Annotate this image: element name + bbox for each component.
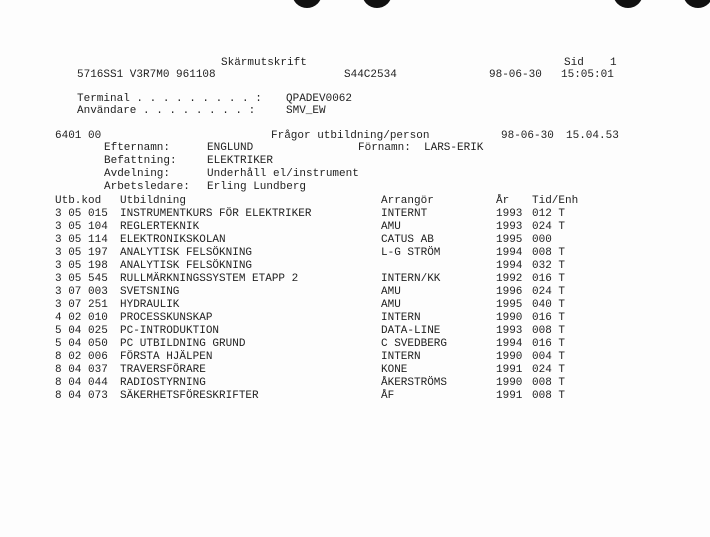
table-row xyxy=(0,312,710,324)
row-course: PROCESSKUNSKAP xyxy=(120,312,213,324)
table-row xyxy=(0,208,710,220)
row-organizer: C SVEDBERG xyxy=(381,338,448,350)
table-row xyxy=(0,338,710,350)
row-course: ANALYTISK FELSÖKNING xyxy=(120,247,253,259)
row-course: HYDRAULIK xyxy=(120,299,180,311)
row-organizer: AMU xyxy=(381,221,401,233)
row-time: 016 T xyxy=(532,338,566,350)
terminal-value: QPADEV0062 xyxy=(286,93,353,105)
row-time: 000 xyxy=(532,234,552,246)
column-header-code: Utb.kod xyxy=(55,195,102,207)
user-label: Användare . . . . . . . . : xyxy=(77,105,256,117)
row-time: 040 T xyxy=(532,299,566,311)
row-course: REGLERTEKNIK xyxy=(120,221,200,233)
row-year: 1994 xyxy=(496,247,523,259)
row-organizer: ÅF xyxy=(381,390,395,402)
row-course: ANALYTISK FELSÖKNING xyxy=(120,260,253,272)
row-course: ELEKTRONIKSKOLAN xyxy=(120,234,226,246)
row-code: 5 04 050 xyxy=(55,338,108,350)
row-year: 1995 xyxy=(496,299,523,311)
system-id: S44C2534 xyxy=(344,69,397,81)
sid-label: Sid xyxy=(564,57,584,69)
row-year: 1992 xyxy=(496,273,523,285)
row-code: 3 05 015 xyxy=(55,208,108,220)
table-row xyxy=(0,234,710,246)
row-organizer: INTERNT xyxy=(381,208,428,220)
row-time: 012 T xyxy=(532,208,566,220)
table-row xyxy=(0,364,710,376)
row-time: 008 T xyxy=(532,390,566,402)
row-organizer: INTERN xyxy=(381,351,421,363)
row-organizer: DATA-LINE xyxy=(381,325,441,337)
table-row xyxy=(0,221,710,233)
row-organizer: AMU xyxy=(381,299,401,311)
table-row xyxy=(0,273,710,285)
row-time: 016 T xyxy=(532,273,566,285)
row-code: 4 02 010 xyxy=(55,312,108,324)
manager-label: Arbetsledare: xyxy=(104,181,190,193)
row-course: SÄKERHETSFÖRESKRIFTER xyxy=(120,390,259,402)
row-code: 3 05 104 xyxy=(55,221,108,233)
screen-code: 6401 00 xyxy=(55,130,102,142)
table-row xyxy=(0,247,710,259)
department-label: Avdelning: xyxy=(104,168,171,180)
system-line: 5716SS1 V3R7M0 961108 xyxy=(77,69,216,81)
position-label: Befattning: xyxy=(104,155,177,167)
row-organizer: AMU xyxy=(381,286,401,298)
table-row xyxy=(0,377,710,389)
column-header-year: År xyxy=(496,195,510,207)
print-time: 15:05:01 xyxy=(561,69,614,81)
row-time: 008 T xyxy=(532,325,566,337)
row-organizer: INTERN xyxy=(381,312,421,324)
row-year: 1993 xyxy=(496,221,523,233)
row-organizer: L-G STRÖM xyxy=(381,247,441,259)
row-code: 8 04 037 xyxy=(55,364,108,376)
row-course: INSTRUMENTKURS FÖR ELEKTRIKER xyxy=(120,208,312,220)
row-time: 004 T xyxy=(532,351,566,363)
punch-hole xyxy=(613,0,643,8)
print-date: 98-06-30 xyxy=(489,69,542,81)
table-row xyxy=(0,325,710,337)
table-row xyxy=(0,390,710,402)
printout-title: Skärmutskrift xyxy=(221,57,307,69)
row-time: 024 T xyxy=(532,286,566,298)
table-row xyxy=(0,351,710,363)
row-code: 3 07 251 xyxy=(55,299,108,311)
row-code: 8 02 006 xyxy=(55,351,108,363)
row-course: RADIOSTYRNING xyxy=(120,377,206,389)
row-code: 5 04 025 xyxy=(55,325,108,337)
row-year: 1993 xyxy=(496,325,523,337)
firstname-label: Förnamn: xyxy=(358,142,411,154)
row-course: SVETSNING xyxy=(120,286,180,298)
screen-time: 15.04.53 xyxy=(566,130,619,142)
row-course: RULLMÄRKNINGSSYSTEM ETAPP 2 xyxy=(120,273,299,285)
row-organizer: KONE xyxy=(381,364,408,376)
row-year: 1991 xyxy=(496,390,523,402)
row-year: 1996 xyxy=(496,286,523,298)
row-code: 8 04 073 xyxy=(55,390,108,402)
row-time: 032 T xyxy=(532,260,566,272)
user-value: SMV_EW xyxy=(286,105,326,117)
row-code: 3 05 198 xyxy=(55,260,108,272)
screen-title: Frågor utbildning/person xyxy=(271,130,430,142)
row-year: 1994 xyxy=(496,338,523,350)
lastname-value: ENGLUND xyxy=(207,142,254,154)
screen-date: 98-06-30 xyxy=(501,130,554,142)
row-organizer: ÅKERSTRÖMS xyxy=(381,377,448,389)
sid-number: 1 xyxy=(610,57,617,69)
punch-hole xyxy=(292,0,322,8)
column-header-time: Tid/Enh xyxy=(532,195,579,207)
table-row xyxy=(0,286,710,298)
row-year: 1991 xyxy=(496,364,523,376)
punch-hole xyxy=(362,0,392,8)
row-year: 1990 xyxy=(496,312,523,324)
manager-value: Erling Lundberg xyxy=(207,181,307,193)
row-code: 3 05 114 xyxy=(55,234,108,246)
row-organizer: CATUS AB xyxy=(381,234,434,246)
row-time: 016 T xyxy=(532,312,566,324)
lastname-label: Efternamn: xyxy=(104,142,171,154)
row-course: PC UTBILDNING GRUND xyxy=(120,338,246,350)
row-year: 1990 xyxy=(496,351,523,363)
row-year: 1994 xyxy=(496,260,523,272)
row-code: 3 05 545 xyxy=(55,273,108,285)
position-value: ELEKTRIKER xyxy=(207,155,274,167)
department-value: Underhåll el/instrument xyxy=(207,168,359,180)
row-code: 3 07 003 xyxy=(55,286,108,298)
row-organizer: INTERN/KK xyxy=(381,273,441,285)
row-year: 1995 xyxy=(496,234,523,246)
terminal-label: Terminal . . . . . . . . . : xyxy=(77,93,262,105)
table-row xyxy=(0,299,710,311)
row-code: 3 05 197 xyxy=(55,247,108,259)
row-year: 1993 xyxy=(496,208,523,220)
row-code: 8 04 044 xyxy=(55,377,108,389)
table-row xyxy=(0,260,710,272)
row-course: PC-INTRODUKTION xyxy=(120,325,220,337)
row-time: 024 T xyxy=(532,364,566,376)
row-course: FÖRSTA HJÄLPEN xyxy=(120,351,213,363)
row-year: 1990 xyxy=(496,377,523,389)
punch-hole xyxy=(683,0,710,8)
column-header-course: Utbildning xyxy=(120,195,187,207)
row-time: 008 T xyxy=(532,247,566,259)
row-course: TRAVERSFÖRARE xyxy=(120,364,206,376)
column-header-organizer: Arrangör xyxy=(381,195,434,207)
row-time: 024 T xyxy=(532,221,566,233)
row-time: 008 T xyxy=(532,377,566,389)
firstname-value: LARS-ERIK xyxy=(424,142,484,154)
